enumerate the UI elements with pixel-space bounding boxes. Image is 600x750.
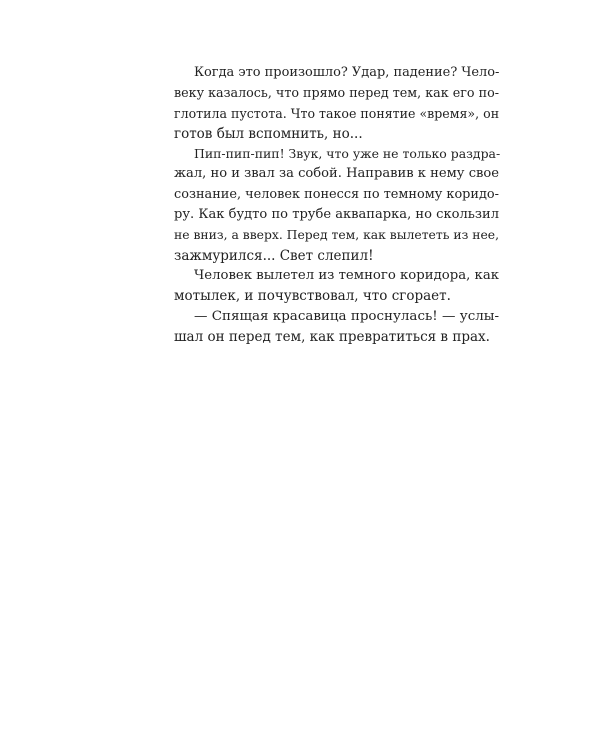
text-line: — Спящая красавица проснулась! — услы- [194,308,499,324]
paragraph-3 [174,266,499,307]
text-line: ру. Как будто по трубе аквапарка, но скользил [174,207,499,223]
text-line: не вниз, а вверх. Перед тем, как вылететь из нее, [174,228,499,243]
text-line: веку казалось, что прямо перед тем, как его по- [174,85,499,101]
text-line: зажмурился... Свет слепил! [174,247,374,264]
paragraph-2 [174,144,499,266]
text-line: мотылек, и почувствовал, что сгорает. [174,288,451,305]
text-body [174,63,499,347]
text-line: жал, но и звал за собой. Направив к нему свое [174,166,499,182]
text-line: глотила пустота. Что такое понятие «время», он [174,105,500,121]
text-line: Пип-пип-пип! Звук, что уже не только раздра- [194,146,501,162]
paragraph-1 [174,63,499,144]
paragraph-4 [174,307,499,348]
text-line: сознание, человек понесся по темному коридо- [174,186,499,202]
text-line: шал он перед тем, как превратиться в прах. [174,328,490,345]
text-line: Человек вылетел из темного коридора, как [194,267,499,283]
text-line: Когда это произошло? Удар, падение? Чело- [194,65,500,80]
text-line: готов был вспомнить, но... [174,125,363,142]
